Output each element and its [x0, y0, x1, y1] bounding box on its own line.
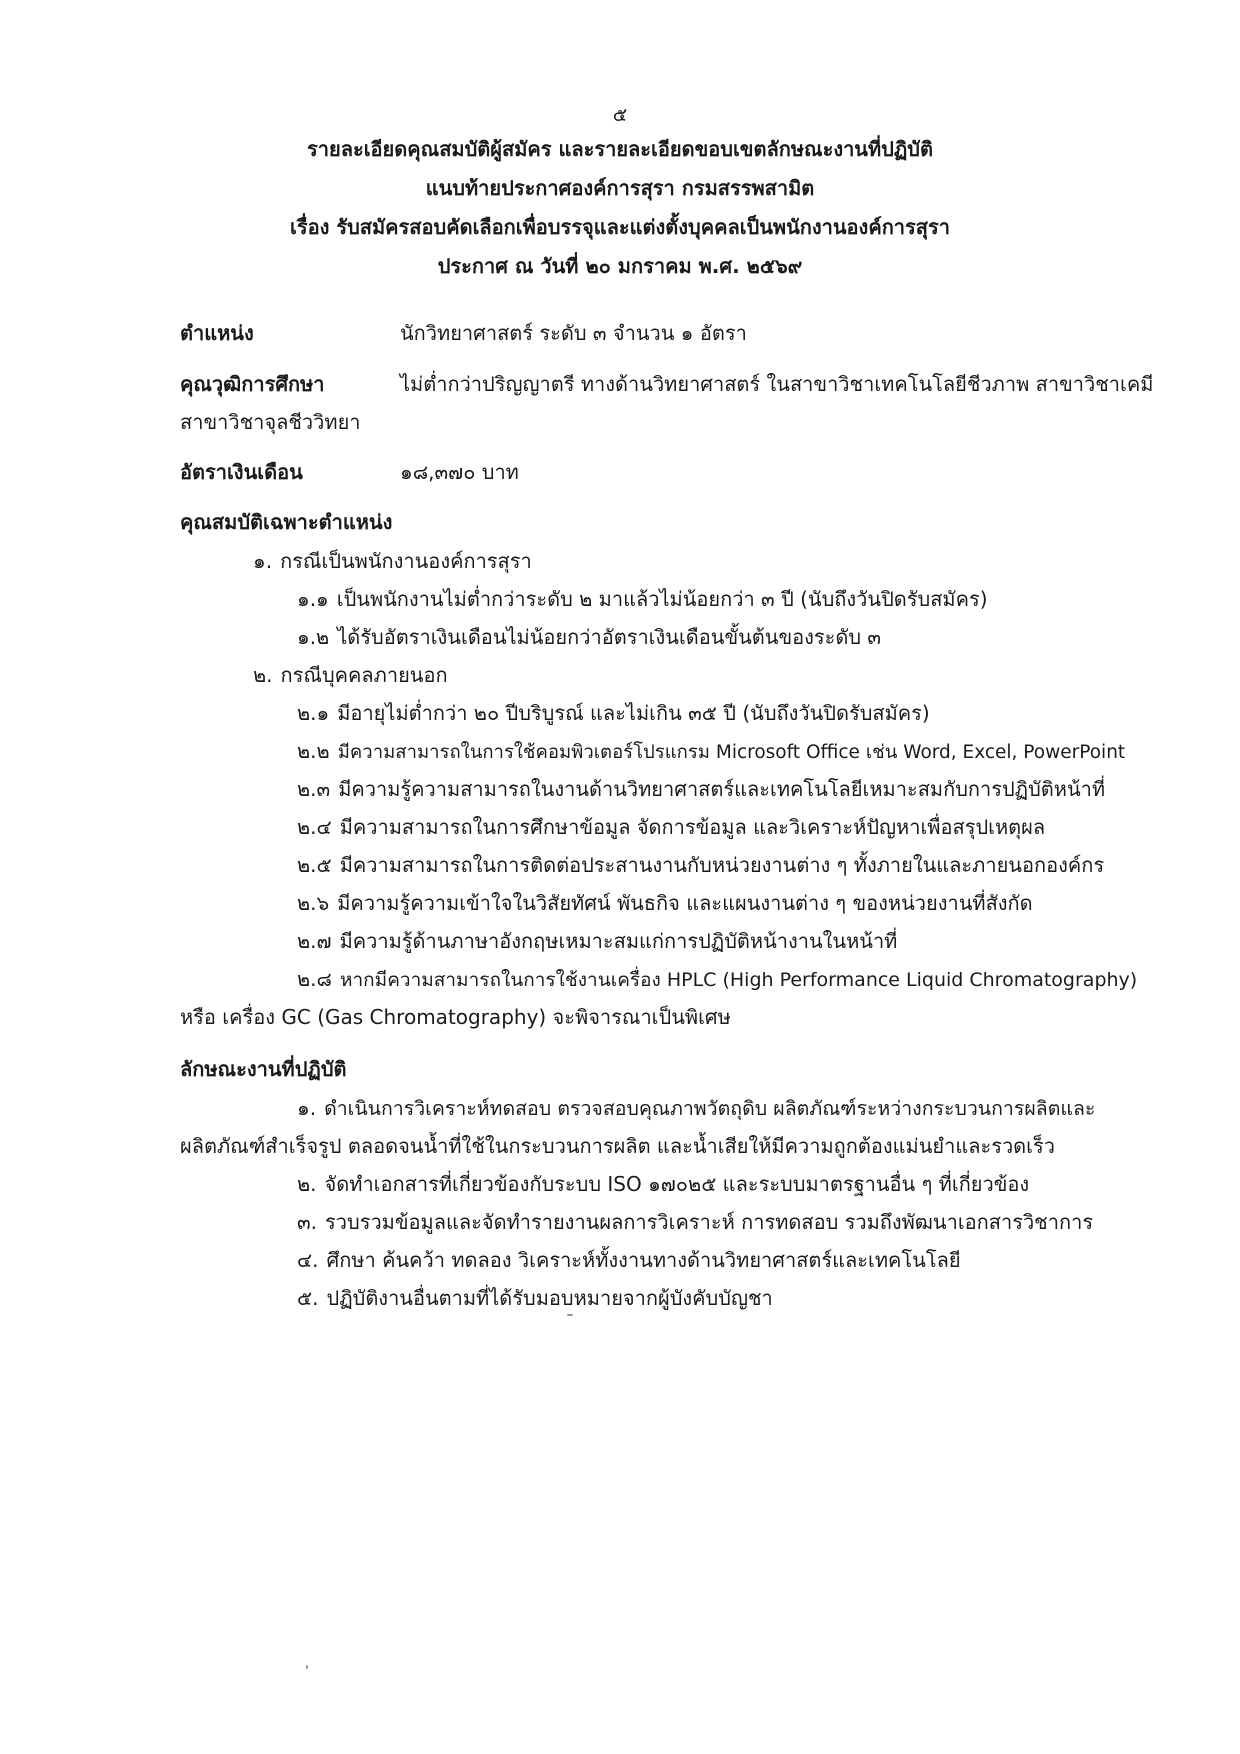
duty-number: ๑.: [297, 1096, 317, 1120]
qualification-item: [297, 618, 881, 656]
item-number: ๑.๑: [297, 587, 329, 611]
duty-number: ๓.: [297, 1210, 318, 1234]
group-title: กรณีบุคคลภายนอก: [280, 663, 448, 687]
qualification-item: [297, 732, 1125, 772]
header-title: รายละเอียดคุณสมบัติผู้สมัคร และรายละเอียดขอบเขตลักษณะงานที่ปฏิบัติ: [307, 137, 933, 161]
duty-item: [297, 1241, 961, 1279]
group-title: กรณีเป็นพนักงานองค์การสุรา: [280, 549, 532, 573]
item-number: ๒.๕: [297, 853, 332, 877]
duty-text: ดำเนินการวิเคราะห์ทดสอบ ตรวจสอบคุณภาพวัตถุดิบ ผลิตภัณฑ์ระหว่างกระบวนการผลิตและ: [324, 1097, 1096, 1120]
qualification-group: [253, 656, 448, 694]
duty-text: จัดทำเอกสารที่เกี่ยวข้องกับระบบ ISO ๑๗๐๒๕ และระบบมาตรฐานอื่น ๆ ที่เกี่ยวข้อง: [324, 1172, 1030, 1196]
duties-heading: ลักษณะงานที่ปฏิบัติ: [180, 1057, 347, 1081]
duty-item: [297, 1089, 1095, 1128]
qualification-group: [253, 542, 532, 580]
item-number: ๒.๘: [297, 967, 332, 991]
duty-item-continued: ผลิตภัณฑ์สำเร็จรูป ตลอดจนน้ำที่ใช้ในกระบวนการผลิต และน้ำเสียให้มีความถูกต้องแม่นยำและรวดเร็ว: [180, 1134, 1055, 1158]
item-text: มีความรู้ด้านภาษาอังกฤษเหมาะสมแก่การปฏิบัติหน้างานในหน้าที่: [339, 929, 898, 953]
item-text: มีความสามารถในการศึกษาข้อมูล จัดการข้อมูล และวิเคราะห์ปัญหาเพื่อสรุปเหตุผล: [339, 815, 1046, 839]
item-text: มีความสามารถในการติดต่อประสานงานกับหน่วยงานต่าง ๆ ทั้งภายในและภายนอกองค์กร: [339, 853, 1105, 877]
duty-item: [297, 1279, 773, 1317]
duty-text: ศึกษา ค้นคว้า ทดลอง วิเคราะห์ทั้งงานทางด้านวิทยาศาสตร์และเทคโนโลยี: [326, 1248, 961, 1272]
item-number: ๑.๒: [297, 625, 330, 649]
education-value: ไม่ต่ำกว่าปริญญาตรี ทางด้านวิทยาศาสตร์ ในสาขาวิชาเทคโนโลยีชีวภาพ สาขาวิชาเคมี: [400, 372, 1154, 396]
education-label: คุณวุฒิการศึกษา: [180, 372, 325, 396]
page-number: ๕: [612, 104, 628, 126]
salary-value: ๑๘,๓๗๐ บาท: [400, 460, 519, 484]
duty-text: ปฏิบัติงานอื่นตามที่ได้รับมอบหมายจากผู้บังคับบัญชา: [326, 1286, 773, 1310]
education-value-continued: สาขาวิชาจุลชีววิทยา: [180, 410, 361, 434]
duty-number: ๔.: [297, 1248, 319, 1272]
qualification-item: [297, 808, 1045, 846]
item-text: มีความรู้ความเข้าใจในวิสัยทัศน์ พันธกิจ และแผนงานต่าง ๆ ของหน่วยงานที่สังกัด: [337, 891, 1033, 915]
group-number: ๑.: [253, 549, 273, 573]
duty-text: รวบรวมข้อมูลและจัดทำรายงานผลการวิเคราะห์ การทดสอบ รวมถึงพัฒนาเอกสารวิชาการ: [325, 1210, 1094, 1234]
qualification-item: [297, 884, 1033, 922]
scan-artifact: [567, 1314, 573, 1316]
item-text: เป็นพนักงานไม่ต่ำกว่าระดับ ๒ มาแล้วไม่น้อยกว่า ๓ ปี (นับถึงวันปิดรับสมัคร): [336, 587, 988, 611]
item-text: ได้รับอัตราเงินเดือนไม่น้อยกว่าอัตราเงินเดือนขั้นต้นของระดับ ๓: [337, 625, 882, 649]
header-subject: เรื่อง รับสมัครสอบคัดเลือกเพื่อบรรจุและแต่งตั้งบุคคลเป็นพนักงานองค์การสุรา: [290, 215, 950, 239]
duty-number: ๒.: [297, 1172, 317, 1196]
duty-item: [297, 1165, 1029, 1203]
header-date: ประกาศ ณ วันที่ ๒๐ มกราคม พ.ศ. ๒๕๖๙: [437, 254, 803, 278]
scan-artifact: [306, 1665, 308, 1669]
qualification-item: [297, 960, 1137, 999]
document-header: [0, 130, 1240, 286]
item-text: หากมีความสามารถในการใช้งานเครื่อง HPLC (High Performance Liquid Chromatography): [339, 969, 1138, 991]
item-number: ๒.๔: [297, 815, 332, 839]
item-number: ๒.๖: [297, 891, 330, 915]
item-text: มีความสามารถในการใช้คอมพิวเตอร์โปรแกรม Microsoft Office เช่น Word, Excel, PowerPoint: [337, 742, 1126, 763]
qualification-item: [297, 846, 1104, 884]
salary-label: อัตราเงินเดือน: [180, 460, 303, 484]
qualification-item: [297, 694, 930, 732]
position-value: นักวิทยาศาสตร์ ระดับ ๓ จำนวน ๑ อัตรา: [400, 321, 747, 345]
item-number: ๒.๓: [297, 777, 331, 801]
qualification-item: [297, 770, 1105, 808]
header-attachment: แนบท้ายประกาศองค์การสุรา กรมสรรพสามิต: [425, 176, 815, 200]
item-text: มีความรู้ความสามารถในงานด้านวิทยาศาสตร์และเทคโนโลยีเหมาะสมกับการปฏิบัติหน้าที่: [338, 777, 1106, 801]
item-number: ๒.๗: [297, 929, 332, 953]
item-text: มีอายุไม่ต่ำกว่า ๒๐ ปีบริบูรณ์ และไม่เกิน ๓๕ ปี (นับถึงวันปิดรับสมัคร): [337, 701, 930, 725]
qualifications-heading: คุณสมบัติเฉพาะตำแหน่ง: [180, 510, 393, 534]
group-number: ๒.: [253, 663, 273, 687]
qualification-item-continued: หรือ เครื่อง GC (Gas Chromatography) จะพิจารณาเป็นพิเศษ: [180, 1005, 731, 1029]
duty-number: ๕.: [297, 1286, 319, 1310]
item-number: ๒.๒: [297, 739, 330, 763]
position-label: ตำแหน่ง: [180, 321, 254, 345]
duty-item: [297, 1203, 1093, 1241]
qualification-item: [297, 580, 988, 618]
item-number: ๒.๑: [297, 701, 330, 725]
qualification-item: [297, 922, 897, 960]
